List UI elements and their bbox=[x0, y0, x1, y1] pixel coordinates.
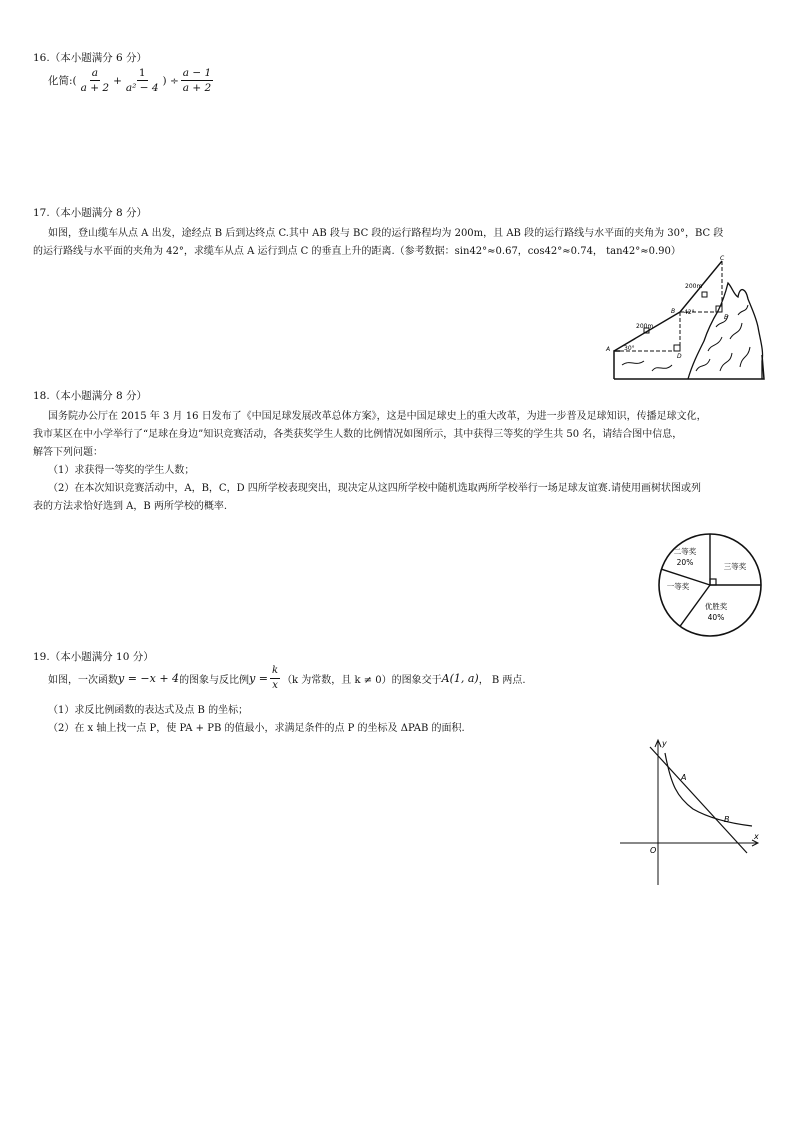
q17-right-angle-d bbox=[674, 345, 680, 351]
q19-func2-lhs: y = bbox=[249, 672, 268, 685]
q16-f1-den: a + 2 bbox=[80, 82, 110, 94]
q19-text-b: 的图象与反比例 bbox=[179, 675, 250, 686]
q17-line2: 的运行路线与水平面的夹角为 42°，求缆车从点 A 运行到点 C 的垂直上升的距离.（参考数据：sin42°≈0.67，cos42°≈0.74， tan42°≈0.90） bbox=[33, 246, 681, 257]
q19-header: 19.（本小题满分 10 分） bbox=[33, 651, 154, 663]
q18-third-label: 三等奖 bbox=[723, 562, 747, 571]
q19-linear-line bbox=[650, 747, 747, 853]
q19-graph bbox=[615, 735, 765, 890]
q16-f2-num: 1 bbox=[138, 67, 146, 79]
q17-label-c: C bbox=[720, 255, 725, 262]
q16-f3-den: a + 2 bbox=[182, 82, 212, 94]
q19-func2-num: k bbox=[270, 664, 280, 679]
q17-dist-ab: 200m bbox=[636, 323, 654, 330]
q19-hyperbola bbox=[665, 753, 752, 826]
q18-line1: 国务院办公厅在 2015 年 3 月 16 日发布了《中国足球发展改革总体方案》，这是中国足球史上的重大改革，为进一步普及足球知识，传播足球文化， bbox=[48, 411, 707, 422]
q18-line3: 解答下列问题： bbox=[33, 447, 103, 458]
q19-label-x: x bbox=[754, 832, 759, 841]
q16-plus: + bbox=[113, 74, 122, 87]
q19-line1 bbox=[48, 664, 526, 693]
q18-sub2-line2: 表的方法求恰好选到 A，B 两所学校的概率. bbox=[33, 501, 228, 512]
q16-expression bbox=[48, 66, 215, 95]
q19-label-o: O bbox=[650, 846, 657, 855]
q16-lparen: ( bbox=[72, 74, 77, 87]
q16-fraction-2 bbox=[124, 66, 161, 95]
q17-label-d: D bbox=[677, 353, 682, 360]
q17-label-b: B bbox=[671, 308, 676, 315]
q19-func2-den: x bbox=[272, 680, 278, 691]
q19-text-d: ， B 两点. bbox=[478, 675, 526, 686]
q18-header: 18.（本小题满分 8 分） bbox=[33, 390, 148, 402]
q16-header: 16.（本小题满分 6 分） bbox=[33, 52, 148, 64]
q19-label-b: B bbox=[724, 815, 730, 824]
q18-line2: 我市某区在中小学举行了“足球在身边”知识竞赛活动，各类获奖学生人数的比例情况如图所示，其中获得三等奖的学生共 50 名，请结合图中信息， bbox=[33, 429, 683, 440]
q17-figure bbox=[600, 255, 770, 385]
q17-angle-bc: 42° bbox=[684, 309, 695, 316]
q18-sub1: （1）求获得一等奖的学生人数； bbox=[48, 465, 195, 476]
q18-excellence-pct: 40% bbox=[707, 613, 725, 622]
q18-second-label: 二等奖 bbox=[673, 547, 697, 556]
q18-pie-chart bbox=[655, 530, 765, 640]
q19-func1: y = −x + 4 bbox=[118, 672, 180, 685]
q18-sub2-line1: （2）在本次知识竞赛活动中，A，B，C，D 四所学校表现突出，现决定从这四所学校中随机选取两所学校举行一场足球友谊赛.请使用画树状图或列 bbox=[48, 483, 701, 494]
q17-dist-bc: 200m bbox=[685, 283, 703, 290]
q17-angle-ab: 30° bbox=[624, 345, 635, 352]
q19-func2-fraction bbox=[270, 664, 280, 693]
q16-f1-num: a bbox=[91, 67, 98, 79]
q19-label-y: y bbox=[662, 739, 667, 748]
q19-text-a: 如图，一次函数 bbox=[48, 675, 118, 686]
q16-rparen-div: ) ÷ bbox=[162, 74, 179, 87]
q19-sub1: （1）求反比例函数的表达式及点 B 的坐标； bbox=[48, 705, 249, 716]
q18-first-label: 一等奖 bbox=[666, 582, 690, 591]
q16-fraction-3 bbox=[181, 66, 213, 95]
q16-f3-num: a − 1 bbox=[182, 67, 212, 79]
q18-second-pct: 20% bbox=[676, 558, 694, 567]
q19-label-a: A bbox=[681, 773, 687, 782]
q19-sub2: （2）在 x 轴上找一点 P，使 PA + PB 的值最小，求满足条件的点 P 的坐标及 ΔPAB 的面积. bbox=[48, 723, 465, 734]
q17-mountain bbox=[688, 283, 763, 379]
q19-text-c: （k 为常数，且 k ≠ 0）的图象交于 bbox=[282, 675, 442, 686]
q17-label-e: E bbox=[724, 314, 728, 321]
q18-excellence-label: 优胜奖 bbox=[704, 602, 728, 611]
q17-label-a: A bbox=[606, 346, 611, 353]
q16-prompt: 化简: bbox=[48, 75, 73, 87]
q17-marker-bc bbox=[702, 292, 707, 297]
q16-fraction-1 bbox=[79, 66, 111, 95]
q17-header: 17.（本小题满分 8 分） bbox=[33, 207, 148, 219]
q19-point-a: A(1, a) bbox=[441, 672, 479, 685]
q16-f2-den: a² − 4 bbox=[125, 82, 159, 94]
q17-line1: 如图，登山缆车从点 A 出发，途经点 B 后到达终点 C.其中 AB 段与 BC 段的运行路程均为 200m，且 AB 段的运行路线与水平面的夹角为 30°，BC 段 bbox=[48, 228, 724, 239]
